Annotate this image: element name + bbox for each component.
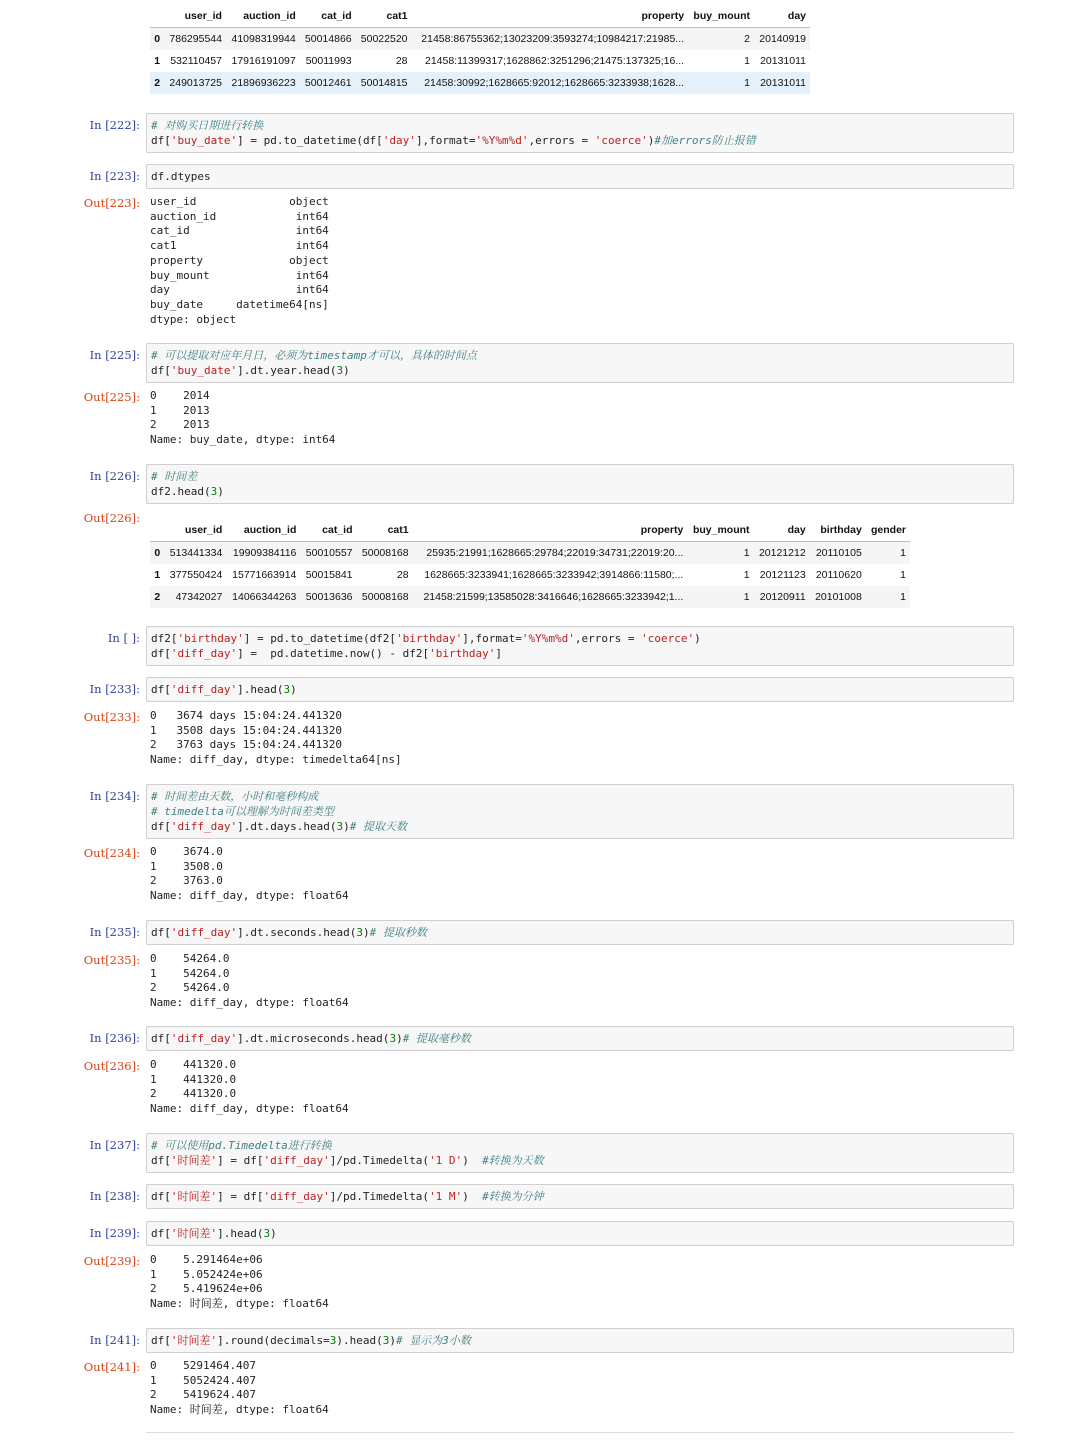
code-line: # 可以提取对应年月日，必须为timestamp才可以，具体的时间点 (151, 349, 477, 362)
table-cell: 41098319944 (226, 28, 300, 51)
code-cell[interactable] (146, 464, 1014, 504)
column-header: day (754, 519, 810, 542)
table-cell: 786295544 (164, 28, 226, 51)
code-line: df['diff_day'].dt.seconds.head(3)# 提取秒数 (151, 926, 427, 939)
output-prompt: Out[225]: (83, 390, 140, 404)
code-line: # 可以使用pd.Timedelta进行转换 (151, 1139, 332, 1152)
cell-output: 0 441320.0 1 441320.0 2 441320.0 Name: diff_day, dtype: float64 (150, 1058, 349, 1116)
table-cell: 50008168 (357, 542, 413, 565)
table-cell: 1 (900, 569, 906, 581)
code-line: df.dtypes (151, 170, 211, 183)
table-cell: 1628665:3233941;1628665:3233942;3914866:11580;... (424, 569, 684, 581)
code-cell[interactable] (146, 1133, 1014, 1173)
column-header (150, 519, 164, 542)
table-header-row (150, 5, 810, 28)
code-line: # 时间差 (151, 470, 198, 483)
table-cell: 20131011 (760, 55, 806, 67)
table-cell: 377550424 (169, 569, 223, 581)
input-prompt: In [239]: (89, 1226, 140, 1240)
row-index: 0 (150, 28, 164, 51)
code-line: df2['birthday'] = pd.to_datetime(df2['birthday'],format='%Y%m%d',errors = 'coerce') (151, 632, 701, 645)
table-cell: 21458:86755362;13023209:3593274;10984217:21985... (412, 28, 689, 51)
output-prompt: Out[236]: (83, 1059, 140, 1073)
row-index: 0 (150, 542, 164, 565)
code-line: # 时间差由天数，小时和毫秒构成 (151, 790, 319, 803)
table-cell: 1 (866, 586, 910, 608)
table-cell: 20140919 (754, 28, 810, 51)
code-cell[interactable] (146, 164, 1014, 189)
table-cell: 25935:21991;1628665:29784;22019:34731;22019:20... (413, 542, 688, 565)
table-cell: 1 (687, 542, 753, 565)
code-cell[interactable] (146, 113, 1014, 153)
table-cell: 50015841 (305, 569, 353, 581)
column-header: day (754, 5, 810, 28)
table-cell: 1 (744, 55, 751, 67)
table-cell: 28 (395, 55, 408, 67)
cell-output: user_id object auction_id int64 cat_id int64 cat1 int64 property object buy_mount int64 day int64 buy_date datetime64[ns] dtype: object (150, 195, 329, 326)
input-prompt: In [226]: (89, 469, 140, 483)
table-cell: 50008168 (357, 586, 413, 608)
input-prompt: In [225]: (89, 348, 140, 362)
column-header: auction_id (226, 519, 300, 542)
column-header: property (413, 519, 688, 542)
code-cell[interactable] (146, 920, 1014, 945)
table-row (150, 50, 810, 72)
input-prompt: In [238]: (89, 1189, 140, 1203)
table-row (150, 564, 910, 586)
code-line: df['diff_day'].head(3) (151, 683, 297, 696)
table-header-row (150, 519, 910, 542)
output-prompt: Out[239]: (83, 1254, 140, 1268)
table-cell: 513441334 (164, 542, 226, 565)
output-prompt: Out[241]: (83, 1360, 140, 1374)
column-header (150, 5, 164, 28)
cell-output: 0 5.291464e+06 1 5.052424e+06 2 5.419624e+06 Name: 时间差, dtype: float64 (150, 1253, 329, 1311)
table-cell: 50012461 (300, 72, 356, 94)
table-cell: 15771663914 (232, 569, 297, 581)
table-cell: 50013636 (300, 586, 356, 608)
cell-output: 0 54264.0 1 54264.0 2 54264.0 Name: diff_day, dtype: float64 (150, 952, 349, 1010)
table-cell: 50010557 (300, 542, 356, 565)
row-index: 2 (150, 72, 164, 94)
table-cell: 50022520 (356, 28, 412, 51)
code-line: df['时间差'].head(3) (151, 1227, 277, 1240)
table-cell: 1 (743, 569, 750, 581)
table-cell: 20101008 (810, 586, 866, 608)
cell-output: 0 3674 days 15:04:24.441320 1 3508 days 15:04:24.441320 2 3763 days 15:04:24.441320 Name: diff_day, dtype: timedelta64[ns] (150, 709, 402, 767)
table-row (150, 72, 810, 94)
code-line: df['diff_day'] = pd.datetime.now() - df2['birthday'] (151, 647, 503, 660)
code-cell[interactable] (146, 677, 1014, 702)
input-prompt: In [222]: (89, 118, 140, 132)
table-row (150, 586, 910, 608)
code-line: df['buy_date'].dt.year.head(3) (151, 364, 350, 377)
table-cell: 20120911 (754, 586, 810, 608)
table-row (150, 542, 910, 565)
cell-divider (146, 1432, 1014, 1433)
column-header: cat1 (357, 519, 413, 542)
code-line: # timedelta可以理解为时间差类型 (151, 805, 334, 818)
table-cell: 532110457 (170, 55, 222, 67)
table-cell: 50014866 (300, 28, 356, 51)
table-cell: 14066344263 (226, 586, 300, 608)
table-cell: 20121123 (759, 569, 806, 581)
output-prompt: Out[226]: (83, 511, 140, 525)
input-prompt: In [235]: (89, 925, 140, 939)
table-cell: 20110620 (815, 569, 862, 581)
input-prompt: In [ ]: (107, 631, 140, 645)
table-cell: 47342027 (164, 586, 226, 608)
table-cell: 50011993 (305, 55, 352, 67)
table-cell: 21896936223 (226, 72, 300, 94)
row-index: 2 (150, 586, 164, 608)
input-prompt: In [223]: (89, 169, 140, 183)
column-header: buy_mount (687, 519, 753, 542)
code-cell[interactable] (146, 343, 1014, 383)
code-line: df['时间差'] = df['diff_day']/pd.Timedelta('1 D') #转换为天数 (151, 1154, 544, 1167)
table-cell: 19909384116 (226, 542, 300, 565)
table-cell: 21458:11399317;1628862:3251296;21475:137325;16... (424, 55, 685, 67)
table-cell: 21458:30992;1628665:92012;1628665:3233938;1628... (412, 72, 689, 94)
cell-output: 0 2014 1 2013 2 2013 Name: buy_date, dtype: int64 (150, 389, 336, 447)
code-cell[interactable] (146, 1221, 1014, 1246)
column-header: user_id (164, 5, 226, 28)
output-prompt: Out[223]: (83, 196, 140, 210)
table-row (150, 28, 810, 51)
column-header: auction_id (226, 5, 300, 28)
code-line: df['diff_day'].dt.days.head(3)# 提取天数 (151, 820, 407, 833)
code-cell[interactable] (146, 1184, 1014, 1209)
code-line: df['diff_day'].dt.microseconds.head(3)# 提取毫秒数 (151, 1032, 471, 1045)
row-index: 1 (154, 569, 161, 581)
column-header: buy_mount (688, 5, 754, 28)
table-cell: 50014815 (356, 72, 412, 94)
table-cell: 2 (688, 28, 754, 51)
row-index: 1 (154, 55, 161, 67)
input-prompt: In [233]: (89, 682, 140, 696)
dataframe-table-2 (150, 519, 910, 608)
code-cell[interactable] (146, 626, 1014, 666)
code-cell[interactable] (146, 1026, 1014, 1051)
table-cell: 28 (396, 569, 409, 581)
code-cell[interactable] (146, 784, 1014, 839)
table-cell: 1 (687, 586, 753, 608)
output-prompt: Out[233]: (83, 710, 140, 724)
column-header: gender (866, 519, 910, 542)
output-prompt: Out[235]: (83, 953, 140, 967)
output-prompt: Out[234]: (83, 846, 140, 860)
table-cell: 17916191097 (231, 55, 296, 67)
dataframe-table-1 (150, 5, 810, 94)
table-cell: 1 (866, 542, 910, 565)
code-cell[interactable] (146, 1328, 1014, 1353)
table-cell: 20110105 (810, 542, 866, 565)
column-header: cat1 (356, 5, 412, 28)
input-prompt: In [241]: (89, 1333, 140, 1347)
table-cell: 249013725 (164, 72, 226, 94)
column-header: cat_id (300, 5, 356, 28)
code-line: df['时间差'] = df['diff_day']/pd.Timedelta('1 M') #转换为分钟 (151, 1190, 544, 1203)
table-cell: 20131011 (754, 72, 810, 94)
code-line: df['buy_date'] = pd.to_datetime(df['day'],format='%Y%m%d',errors = 'coerce')#加errors防止报错 (151, 134, 756, 147)
column-header: cat_id (300, 519, 356, 542)
code-line: df2.head(3) (151, 485, 224, 498)
column-header: user_id (164, 519, 226, 542)
table-cell: 1 (688, 72, 754, 94)
code-line: df['时间差'].round(decimals=3).head(3)# 显示为3小数 (151, 1334, 471, 1347)
column-header: property (412, 5, 689, 28)
input-prompt: In [236]: (89, 1031, 140, 1045)
cell-output: 0 5291464.407 1 5052424.407 2 5419624.407 Name: 时间差, dtype: float64 (150, 1359, 329, 1417)
input-prompt: In [234]: (89, 789, 140, 803)
table-cell: 20121212 (754, 542, 810, 565)
code-line: # 对购买日期进行转换 (151, 119, 264, 132)
cell-output: 0 3674.0 1 3508.0 2 3763.0 Name: diff_day, dtype: float64 (150, 845, 349, 903)
table-cell: 21458:21599;13585028:3416646;1628665:3233942;1... (413, 586, 688, 608)
input-prompt: In [237]: (89, 1138, 140, 1152)
column-header: birthday (810, 519, 866, 542)
